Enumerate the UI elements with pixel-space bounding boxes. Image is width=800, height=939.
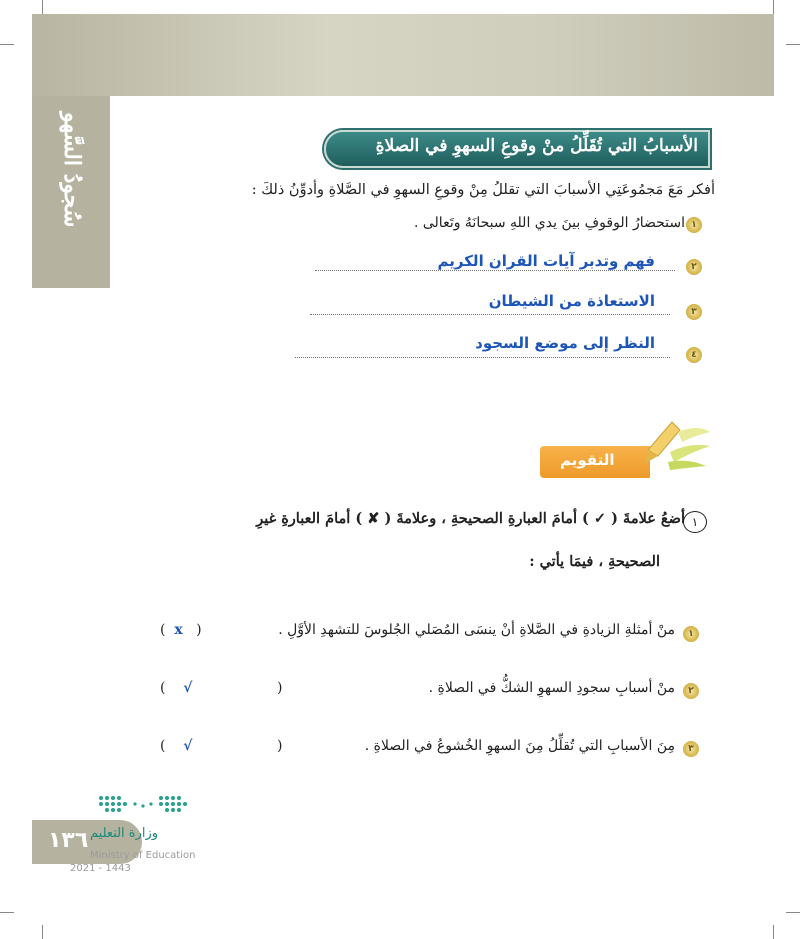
page-number: ١٣٦: [48, 828, 89, 853]
banner-title: الأسبابُ التي تُقَلِّلُ منْ وقوعِ السهوِ في الصلاةِ: [375, 136, 698, 156]
question-line-2: الصحيحةِ ، فيمَا يأتي :: [529, 553, 660, 570]
ministry-logo-icon: [95, 792, 191, 816]
crop-mark: [42, 0, 43, 14]
answer-mark-2: √: [183, 680, 193, 696]
answer-mark-3: √: [183, 738, 193, 754]
section-banner: [310, 126, 710, 168]
evaluation-tab-label: التقويم: [560, 451, 615, 469]
ministry-name-ar: وزارة التعليم: [90, 826, 159, 841]
dotted-line: [315, 270, 675, 271]
number-bullet-icon: ٣: [683, 741, 699, 757]
number-bullet-icon: ١: [686, 217, 702, 233]
crop-mark: [786, 44, 800, 45]
header-band: [32, 14, 774, 96]
ministry-name-en: Ministry of Education: [90, 850, 196, 861]
number-bullet-icon: ١: [683, 626, 699, 642]
statement-3: مِنَ الأسبابِ التي تُقلِّلُ مِنَ السهوِ الخُشوعُ في الصلاةِ .: [364, 738, 675, 754]
answer-mark-1: x: [174, 622, 183, 638]
dotted-line: [295, 357, 670, 358]
question-number: ١: [683, 511, 707, 533]
crop-mark: [42, 925, 43, 939]
answer-field-2[interactable]: فهم وتدبر آيات القران الكريم: [437, 252, 655, 270]
answer-field-3[interactable]: الاستعاذة من الشيطان: [488, 292, 655, 310]
pen-icon: [640, 412, 712, 482]
number-bullet-icon: ٤: [686, 347, 702, 363]
answer-parentheses-1[interactable]: ( x ): [160, 622, 202, 638]
side-tab-title: سُجودُ السَّهو: [59, 112, 85, 228]
crop-mark: [0, 44, 14, 45]
answer-field-4[interactable]: النظر إلى موضع السجود: [475, 334, 655, 352]
number-bullet-icon: ٢: [686, 259, 702, 275]
statement-1: منْ أمثلةِ الزيادةِ في الصَّلاةِ أنْ ينسَى المُصَلي الجُلوسَ للتشهدِ الأوَّلِ .: [278, 622, 675, 638]
answer-parentheses-2[interactable]: ( √ ): [160, 680, 283, 696]
number-bullet-icon: ٢: [683, 683, 699, 699]
activity-instruction: أفكر مَعَ مَجمُوعَتِي الأسبابَ التي تقللُ مِنْ وقوعِ السهوِ في الصَّلاةِ وأدوِّنُ ذلكَ :: [251, 182, 715, 198]
number-bullet-icon: ٣: [686, 304, 702, 320]
answer-parentheses-3[interactable]: ( √ ): [160, 738, 283, 754]
crop-mark: [0, 912, 14, 913]
dotted-line: [310, 314, 670, 315]
crop-mark: [786, 912, 800, 913]
crop-mark: [773, 925, 774, 939]
activity-item-1: استحضارُ الوقوفِ بينَ يدي اللهِ سبحانَهُ وتَعالى .: [413, 215, 685, 231]
statement-2: منْ أسبابِ سجودِ السهوِ الشكُّ في الصلاةِ .: [428, 680, 675, 696]
question-line-1: أضعُ علامةَ ( ✓ ) أمامَ العبارةِ الصحيحةِ ، وعلامةَ ( ✘ ) أمامَ العبارةِ غيرِ: [256, 510, 685, 527]
crop-mark: [773, 0, 774, 14]
edition-year: 2021 - 1443: [70, 863, 131, 874]
banner-body: [324, 130, 710, 168]
